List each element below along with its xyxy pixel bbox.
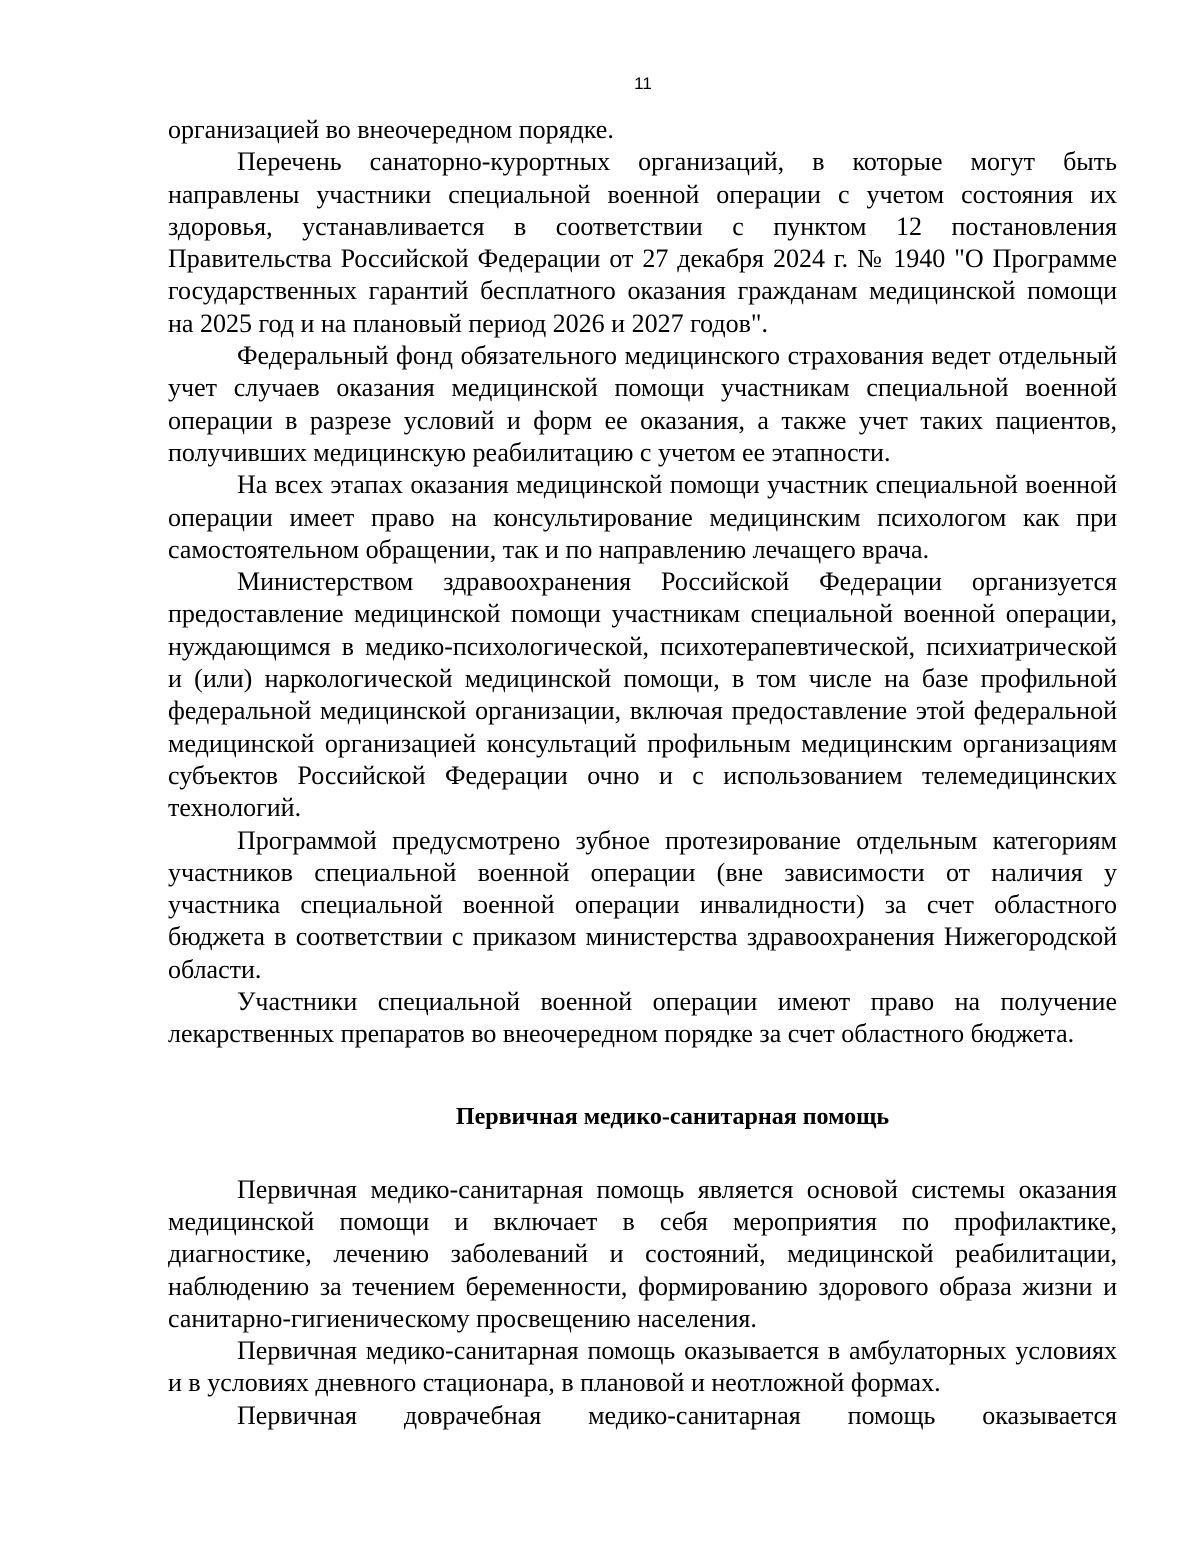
- paragraph-prephysician-care: Первичная доврачебная медико-санитарная помощь оказывается: [237, 1400, 1117, 1430]
- paragraph-medications: Участники специальной военной операции имеют право на получение лекарственных препаратов во внеочередном порядке за счет областного бюджета.: [168, 987, 1117, 1049]
- document-body: [168, 114, 1117, 1432]
- paragraph-sanatorium-list: Перечень санаторно-курортных организаций, в которые могут быть направлены участники специальной военной операции с учетом состояния их здоровья, устанавливается в соответствии с пунктом 12 постановления Правительства Российской Федерации от 27 декабря 2024 г. № 1940 "О Программе государственных гарантий бесплатного оказания гражданам медицинской помощи на 2025 год и на плановый период 2026 и 2027 годов".: [168, 147, 1117, 338]
- paragraph-dental-prosthetics: Программой предусмотрено зубное протезирование отдельным категориям участников специальной военной операции (вне зависимости от наличия у участника специальной военной операции инвалидности) за счет областного бюджета в соответствии с приказом министерства здравоохранения Нижегородской области.: [168, 825, 1117, 984]
- section-heading: Первичная медико-санитарная помощь: [455, 1103, 890, 1130]
- paragraph-psychologist-consultation: На всех этапах оказания медицинской помощи участник специальной военной операции имеет право на консультирование медицинским психологом как при самостоятельном обращении, так и по направлению лечащего врача.: [168, 470, 1117, 564]
- paragraph-insurance-fund: Федеральный фонд обязательного медицинского страхования ведет отдельный учет случаев оказания медицинской помощи участникам специальной военной операции в разрезе условий и форм ее оказания, а также учет таких пациентов, получивших медицинскую реабилитацию с учетом ее этапности.: [168, 341, 1117, 467]
- paragraph-primary-care-conditions: Первичная медико-санитарная помощь оказывается в амбулаторных условиях и в условиях дневного стационара, в плановой и неотложной формах.: [168, 1336, 1117, 1398]
- paragraph-primary-care-definition: Первичная медико-санитарная помощь является основой системы оказания медицинской помощи и включает в себя мероприятия по профилактике, диагностике, лечению заболеваний и состояний, медицинской реабилитации, наблюдению за течением беременности, формированию здорового образа жизни и санитарно-гигиеническому просвещению населения.: [168, 1174, 1117, 1333]
- paragraph-ministry-assistance: Министерством здравоохранения Российской Федерации организуется предоставление медицинской помощи участникам специальной военной операции, нуждающимся в медико-психологической, психотерапевтической, психиатрической и (или) наркологической медицинской помощи, в том числе на базе профильной федеральной медицинской организации, включая предоставление этой федеральной медицинской организацией консультаций профильным медицинским организациям субъектов Российской Федерации очно и с использованием телемедицинских технологий.: [168, 567, 1117, 823]
- paragraph-continuation: организацией во внеочередном порядке.: [168, 115, 614, 144]
- page-number: 11: [634, 74, 652, 93]
